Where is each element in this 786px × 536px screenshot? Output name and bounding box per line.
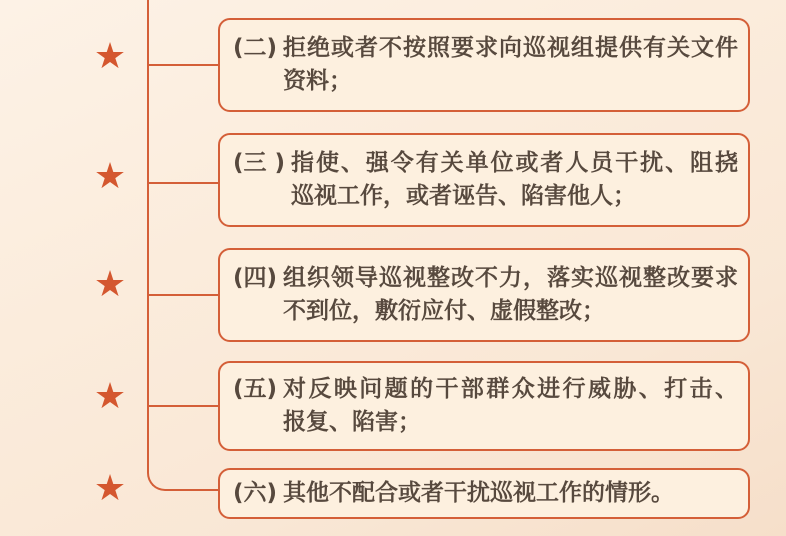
star-icon: ★ (93, 376, 127, 417)
clause-text-line: 指使、强令有关单位或者人员干扰、阻挠 (291, 150, 738, 176)
branch-connector-curve (147, 460, 220, 491)
clause-text (283, 262, 738, 328)
clause-box-2 (218, 18, 750, 112)
clause-number: (二) (233, 35, 278, 61)
star-icon: ★ (93, 264, 127, 305)
branch-connector-line (148, 182, 220, 184)
clause-box-5 (218, 361, 750, 451)
trunk-line (147, 0, 149, 460)
clause-number: (四) (233, 265, 278, 291)
clause-box-4 (218, 248, 750, 342)
clause-text-line: 不到位，敷衍应付、虚假整改； (283, 298, 606, 324)
clause-text-line: 资料； (283, 68, 353, 94)
clause-text (283, 373, 738, 439)
clause-box-3 (218, 133, 750, 227)
branch-connector-line (148, 64, 220, 66)
star-icon: ★ (93, 468, 127, 509)
clause-box-6 (218, 468, 750, 519)
clause-text-line: 其他不配合或者干扰巡视工作的情形。 (283, 480, 675, 506)
clause-text-line: 报复、陷害； (283, 409, 422, 435)
clause-number: (六) (233, 480, 278, 506)
branch-connector-line (148, 294, 220, 296)
clause-number: (五) (233, 376, 278, 402)
clause-number: (三 ) (233, 150, 286, 176)
clause-text (283, 32, 738, 98)
clause-text-line: 拒绝或者不按照要求向巡视组提供有关文件 (283, 35, 738, 61)
clause-text-line: 组织领导巡视整改不力，落实巡视整改要求 (283, 265, 738, 291)
star-icon: ★ (93, 156, 127, 197)
clause-text-line: 对反映问题的干部群众进行威胁、打击、 (283, 376, 738, 402)
branch-connector-line (148, 405, 220, 407)
clause-text (283, 477, 738, 510)
star-icon: ★ (93, 36, 127, 77)
clause-text (291, 147, 738, 213)
clause-text-line: 巡视工作，或者诬告、陷害他人； (291, 183, 637, 209)
